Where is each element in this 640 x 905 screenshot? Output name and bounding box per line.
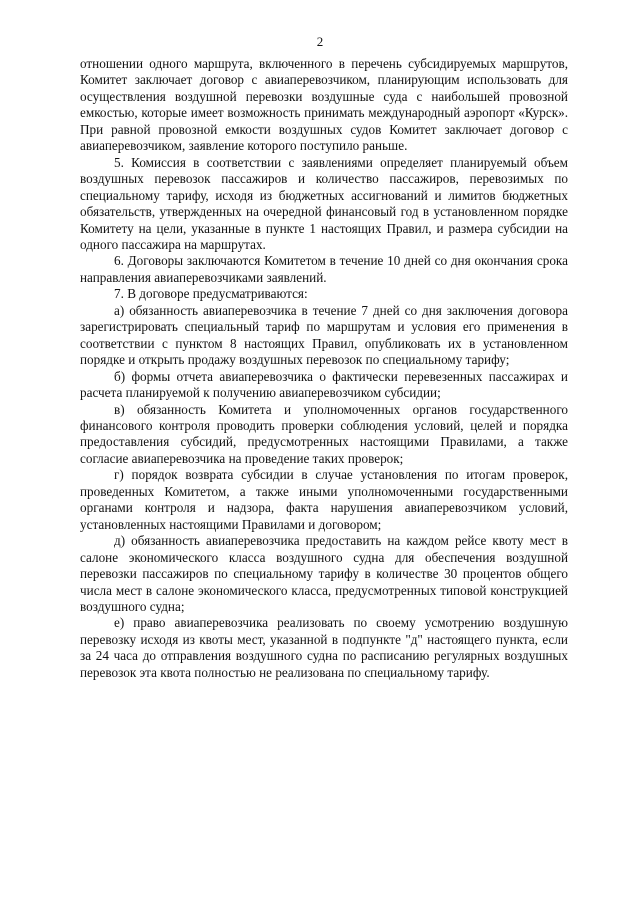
subitem-v: в) обязанность Комитета и уполномоченных органов государственного финансового контроля проводить проверки соблюдения условий, целей и порядка предоставления субсидий, предусмотренных настоящими Правилами, а также согласие авиаперевозчика на проведение таких проверок; xyxy=(80,401,568,466)
subitem-a: а) обязанность авиаперевозчика в течение 7 дней со дня заключения договора зарегистрировать специальный тариф по маршрутам и условия его применения в соответствии с пунктом 8 настоящих Правил, опубликовать их в установленном порядке и открыть продажу воздушных перевозок по специальному тарифу; xyxy=(80,302,568,368)
paragraph-item-5: 5. Комиссия в соответствии с заявлениями определяет планируемый объем воздушных перевозок пассажиров и количество пассажиров, перевозимых по специальному тарифу, исходя из бюджетных ассигнований и лимитов бюджетных обязательств, утвержденных на очередной финансовый год в установленном порядке Комитету на цели, указанные в пункте 1 настоящих Правил, и размера субсидии на одного пассажира на маршрутах. xyxy=(80,154,568,252)
subitem-e: е) право авиаперевозчика реализовать по своему усмотрению воздушную перевозку исходя из квоты мест, указанной в подпункте "д" настоящего пункта, если за 24 часа до отправления воздушного судна по расписанию регулярных воздушных перевозок эта квота полностью не реализована по специальному тарифу. xyxy=(80,615,568,680)
page-number: 2 xyxy=(316,34,324,49)
paragraph-item-7: 7. В договоре предусматриваются: xyxy=(114,286,308,302)
subitem-b: б) формы отчета авиаперевозчика о фактически перевезенных пассажирах и расчета планируемой к получению авиаперевозчиком субсидии; xyxy=(80,368,568,401)
document-body xyxy=(80,56,568,681)
paragraph-continuation: отношении одного маршрута, включенного в перечень субсидируемых маршрутов, Комитет заключает договор с авиаперевозчиком, планирующим использовать для осуществления воздушной перевозки воздушные суда с наибольшей провозной емкостью, которые имеет возможность принимать международный аэропорт «Курск». При равной провозной емкости воздушных судов Комитет заключает договор с авиаперевозчиком, заявление которого поступило раньше. xyxy=(80,56,568,154)
subitem-g: г) порядок возврата субсидии в случае установления по итогам проверок, проведенных Комитетом, а также иными уполномоченными государственными органами контроля и надзора, факта нарушения авиаперевозчиком условий, установленных настоящими Правилами и договором; xyxy=(80,467,568,532)
subitem-d: д) обязанность авиаперевозчика предоставить на каждом рейсе квоту мест в салоне экономического класса воздушного судна для обеспечения воздушной перевозки пассажиров по специальному тарифу в количестве 30 процентов общего числа мест в салоне экономического класса, предусмотренных типовой конструкцией воздушного судна; xyxy=(80,533,568,614)
paragraph-item-6: 6. Договоры заключаются Комитетом в течение 10 дней со дня окончания срока направления авиаперевозчиками заявлений. xyxy=(80,253,568,285)
